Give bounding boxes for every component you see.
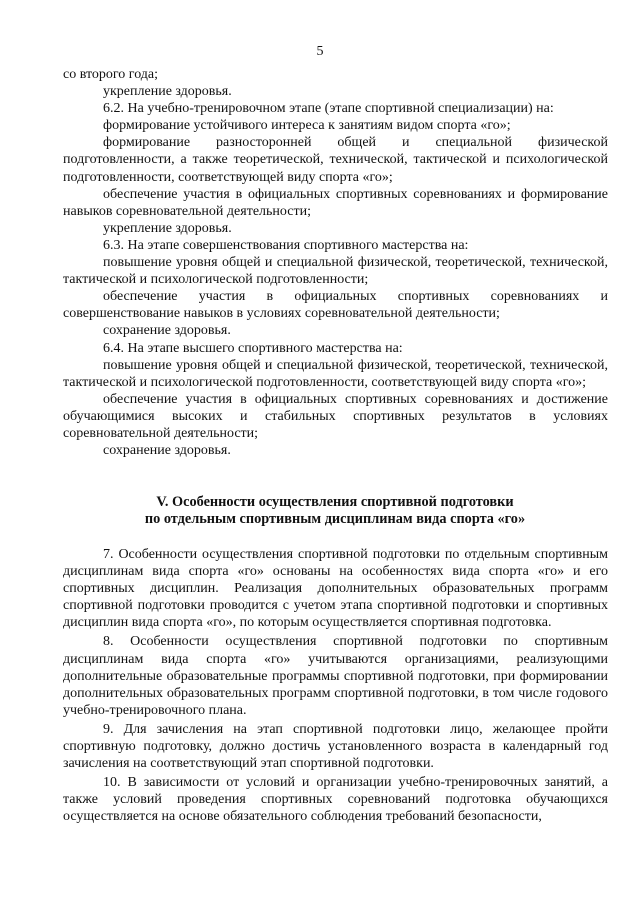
section-heading-line: V. Особенности осуществления спортивной подготовки — [156, 494, 514, 510]
paragraph: сохранение здоровья. — [103, 443, 231, 459]
paragraph: 9. Для зачисления на этап спортивной подготовки лицо, желающее пройти спортивную подготовку, должно достичь установленного возраста в календарный год зачисления на соответствующий этап спортивной подготовки. — [63, 721, 608, 772]
paragraph: укрепление здоровья. — [103, 220, 232, 236]
paragraph: обеспечение участия в официальных спортивных соревнованиях и достижение обучающимися высоких и стабильных спортивных результатов в условиях соревновательной деятельности; — [63, 391, 608, 441]
paragraph: повышение уровня общей и специальной физической, теоретической, технической, тактической и психологической подготовленности, соответствующей виду спорта «го»; — [63, 357, 608, 390]
paragraph: 10. В зависимости от условий и организации учебно-тренировочных занятий, а также условий проведения спортивных соревнований подготовка обучающихся осуществляется на основе обязательного соблюдения требований безопасности, — [63, 775, 608, 825]
paragraph: 6.2. На учебно-тренировочном этапе (этапе спортивной специализации) на: — [103, 101, 554, 117]
paragraph: со второго года; — [63, 67, 159, 82]
paragraph: 7. Особенности осуществления спортивной подготовки по отдельным спортивным дисциплинам вида спорта «го» основаны на особенностях вида спорта «го» и его спортивных дисциплин. Реализация дополнительных образовательных программ спортивной подготовки проводится с учетом этапа спортивной подготовки и спортивных дисциплин вида спорта «го», по которым осуществляется спортивная подготовка. — [63, 547, 608, 631]
paragraph: формирование разносторонней общей и специальной физической подготовленности, а также теоретической, технической, тактической и психологической подготовленности, соответствующей виду спорта «го»; — [63, 135, 608, 185]
page-number: 5 — [316, 44, 324, 59]
paragraph: укрепление здоровья. — [103, 84, 232, 100]
paragraph: 6.3. На этапе совершенствования спортивного мастерства на: — [103, 237, 469, 253]
paragraph: 6.4. На этапе высшего спортивного мастерства на: — [103, 340, 403, 356]
paragraph: обеспечение участия в официальных спортивных соревнованиях и формирование навыков соревновательной деятельности; — [63, 186, 608, 219]
paragraph: формирование устойчивого интереса к занятиям видом спорта «го»; — [103, 118, 511, 134]
goals-text-block — [63, 66, 608, 459]
section-text-block — [63, 546, 608, 826]
paragraph: обеспечение участия в официальных спортивных соревнованиях и совершенствование навыков в условиях соревновательной деятельности; — [63, 289, 608, 322]
section-heading — [60, 494, 610, 528]
paragraph: сохранение здоровья. — [103, 323, 231, 339]
section-heading-line: по отдельным спортивным дисциплинам вида спорта «го» — [144, 511, 526, 527]
paragraph: 8. Особенности осуществления спортивной подготовки по спортивным дисциплинам вида спорта «го» учитываются организациями, реализующими дополнительные образовательные программы спортивной подготовки, при формировании дополнительных образовательных программ спортивной подготовки, в том числе годового учебно-тренировочного плана. — [63, 634, 608, 718]
paragraph: повышение уровня общей и специальной физической, теоретической, технической, тактической и психологической подготовленности; — [63, 255, 608, 288]
